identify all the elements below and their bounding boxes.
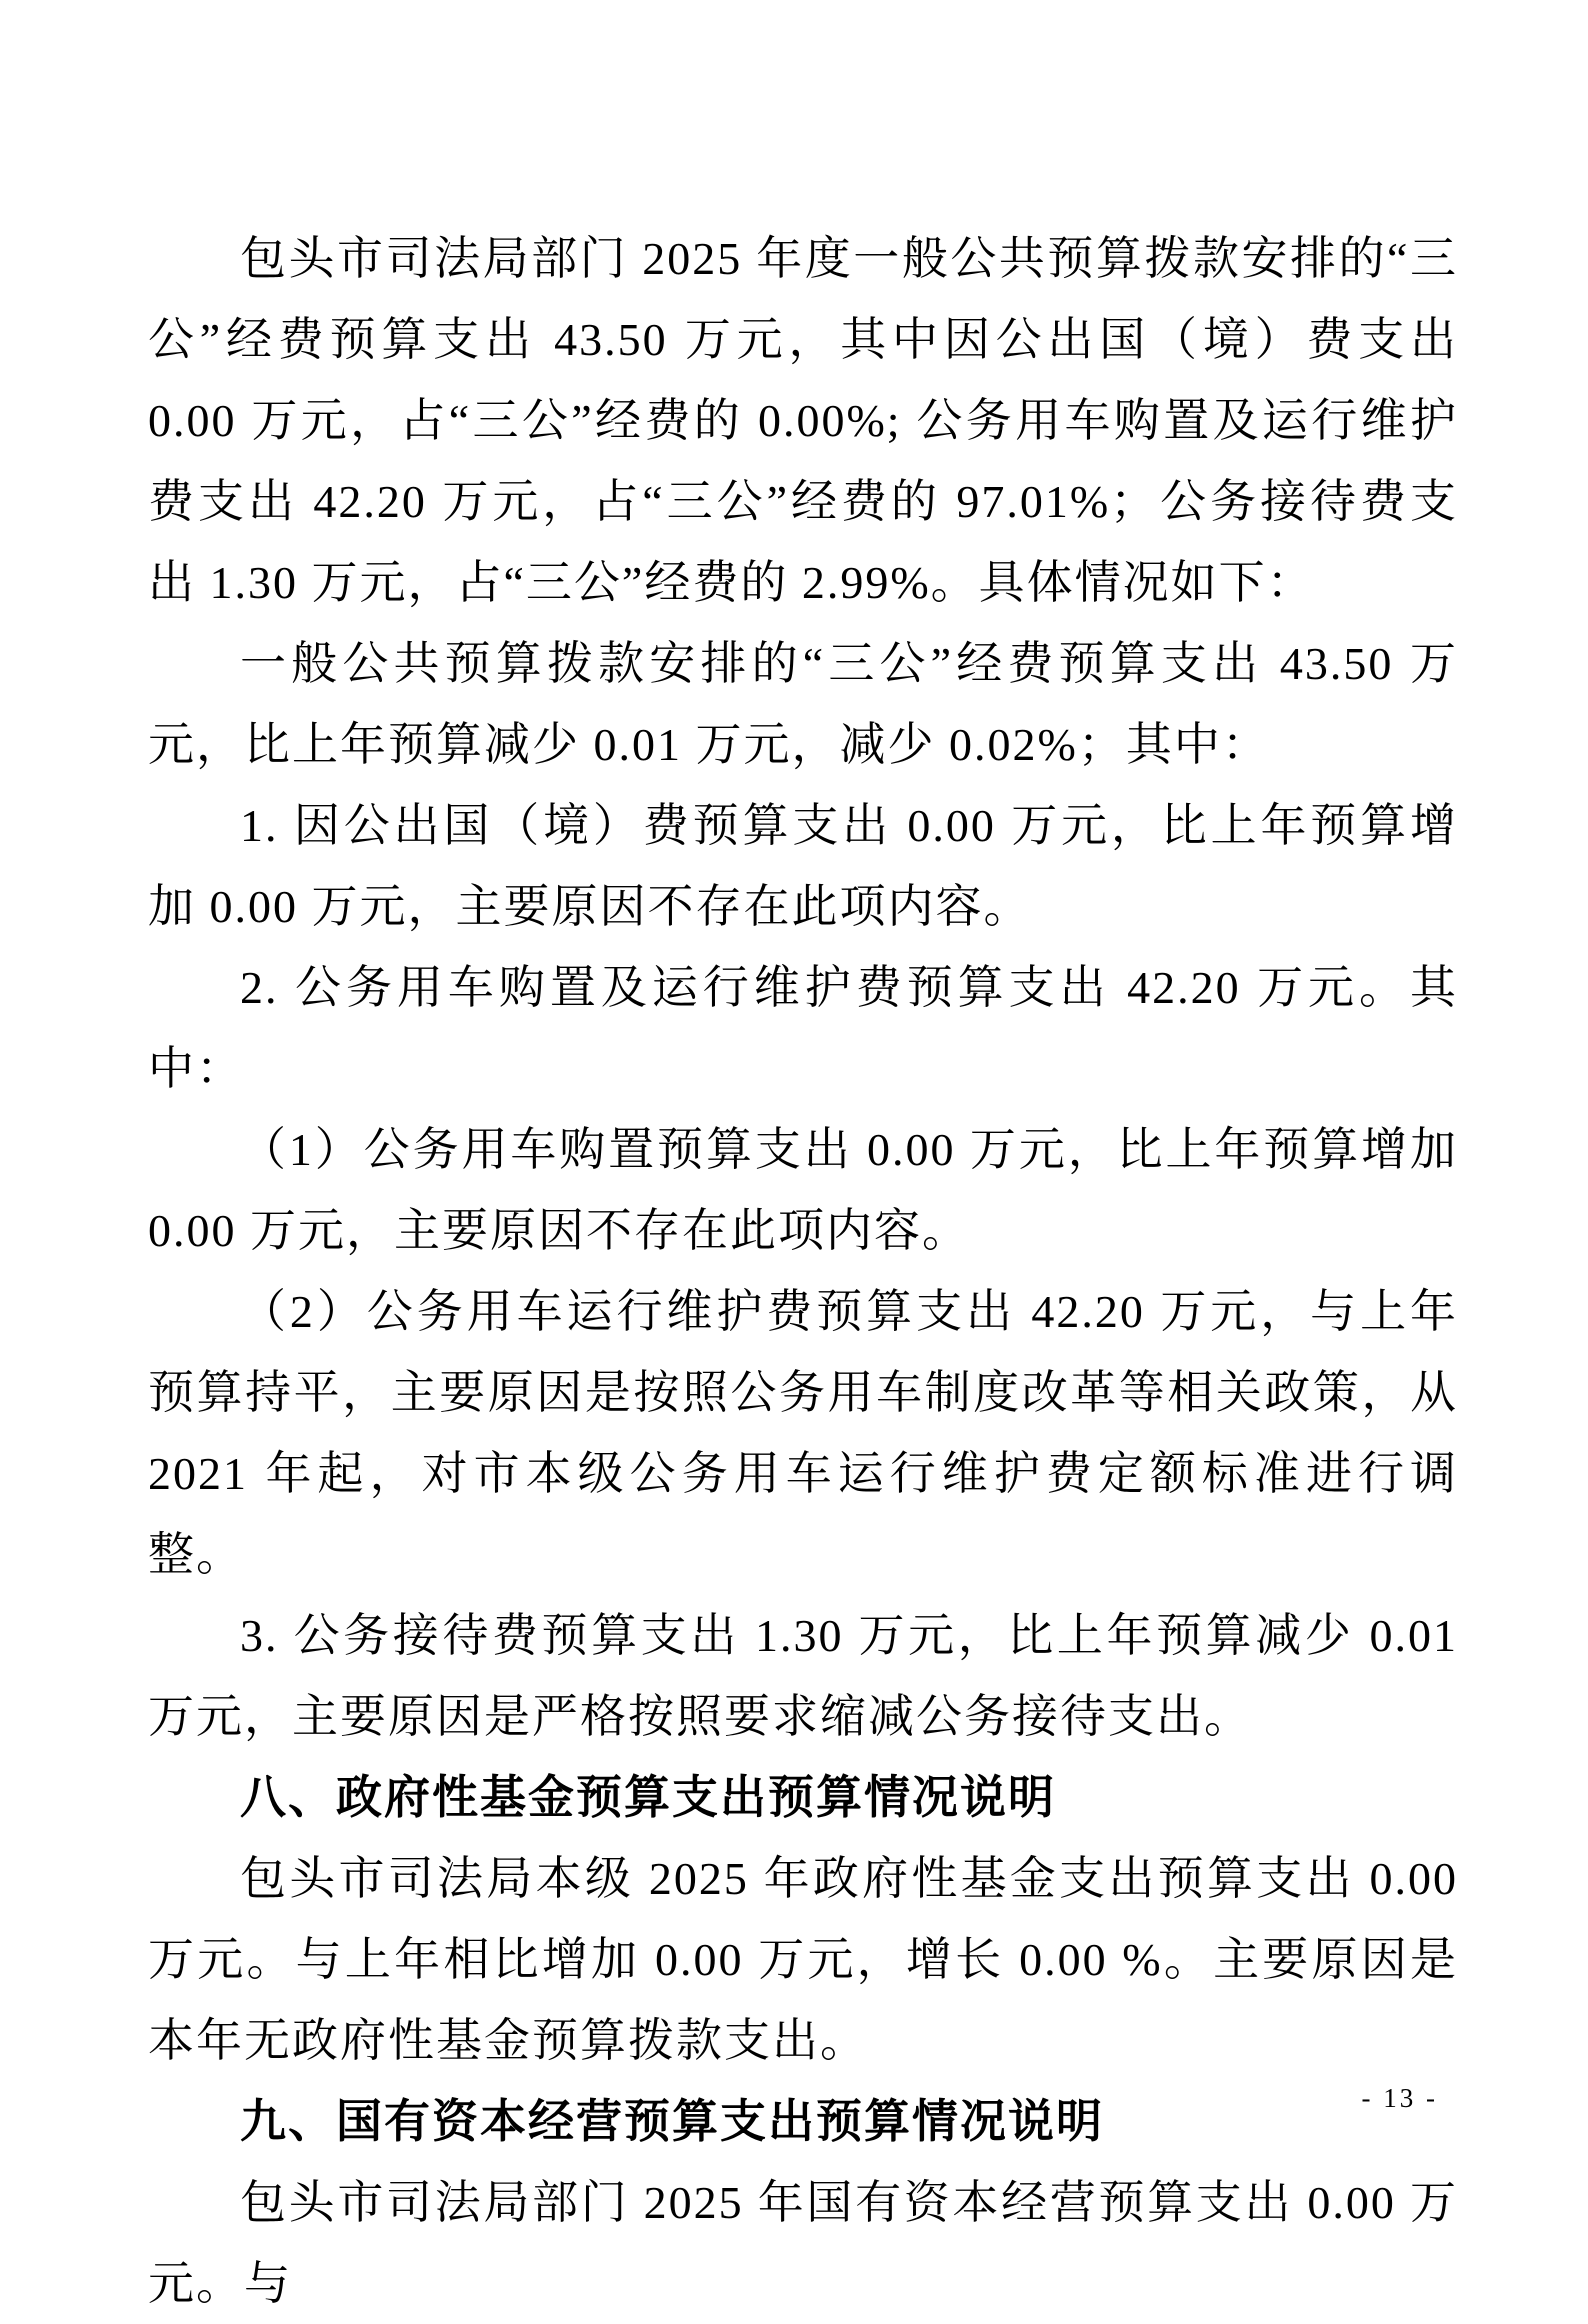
section-heading-8-government-fund: 八、政府性基金预算支出预算情况说明 [240, 1771, 1056, 1823]
section-heading-9-state-capital: 九、国有资本经营预算支出预算情况说明 [240, 2095, 1104, 2147]
paragraph-government-fund: 包头市司法局本级 2025 年政府性基金支出预算支出 0.00 万元。与上年相比增加 0.00 万元，增长 0.00 %。主要原因是本年无政府性基金预算拨款支出。 [148, 1853, 1458, 2066]
paragraph-item3-reception: 3. 公务接待费预算支出 1.30 万元，比上年预算减少 0.01 万元，主要原因是严格按照要求缩减公务接待支出。 [148, 1610, 1458, 1742]
paragraph-sangong-total: 一般公共预算拨款安排的“三公”经费预算支出 43.50 万元，比上年预算减少 0.01 万元，减少 0.02%；其中： [148, 638, 1458, 770]
paragraph-item2-vehicle: 2. 公务用车购置及运行维护费预算支出 42.20 万元。其中： [148, 962, 1458, 1094]
paragraph-sangong-overview: 包头市司法局部门 2025 年度一般公共预算拨款安排的“三公”经费预算支出 43.50 万元，其中因公出国（境）费支出 0.00 万元，占“三公”经费的 0.00%; 公务用车购置及运行维护费支出 42.20 万元，占“三公”经费的 97.01%；公务接待费支出 1.30 万元，占“三公”经费的 2.99%。具体情况如下： [148, 233, 1458, 608]
paragraph-item2-2-vehicle-maintenance: （2）公务用车运行维护费预算支出 42.20 万元，与上年预算持平，主要原因是按照公务用车制度改革等相关政策，从 2021 年起，对市本级公务用车运行维护费定额标准进行调整。 [148, 1286, 1458, 1580]
paragraph-item2-1-vehicle-purchase: （1）公务用车购置预算支出 0.00 万元，比上年预算增加 0.00 万元，主要原因不存在此项内容。 [148, 1124, 1458, 1256]
page-number: - 13 - [1361, 2083, 1438, 2113]
document-body [148, 218, 1458, 2324]
paragraph-item1-abroad: 1. 因公出国（境）费预算支出 0.00 万元，比上年预算增加 0.00 万元，主要原因不存在此项内容。 [148, 800, 1458, 932]
paragraph-state-capital: 包头市司法局部门 2025 年国有资本经营预算支出 0.00 万元。与 [148, 2177, 1458, 2309]
